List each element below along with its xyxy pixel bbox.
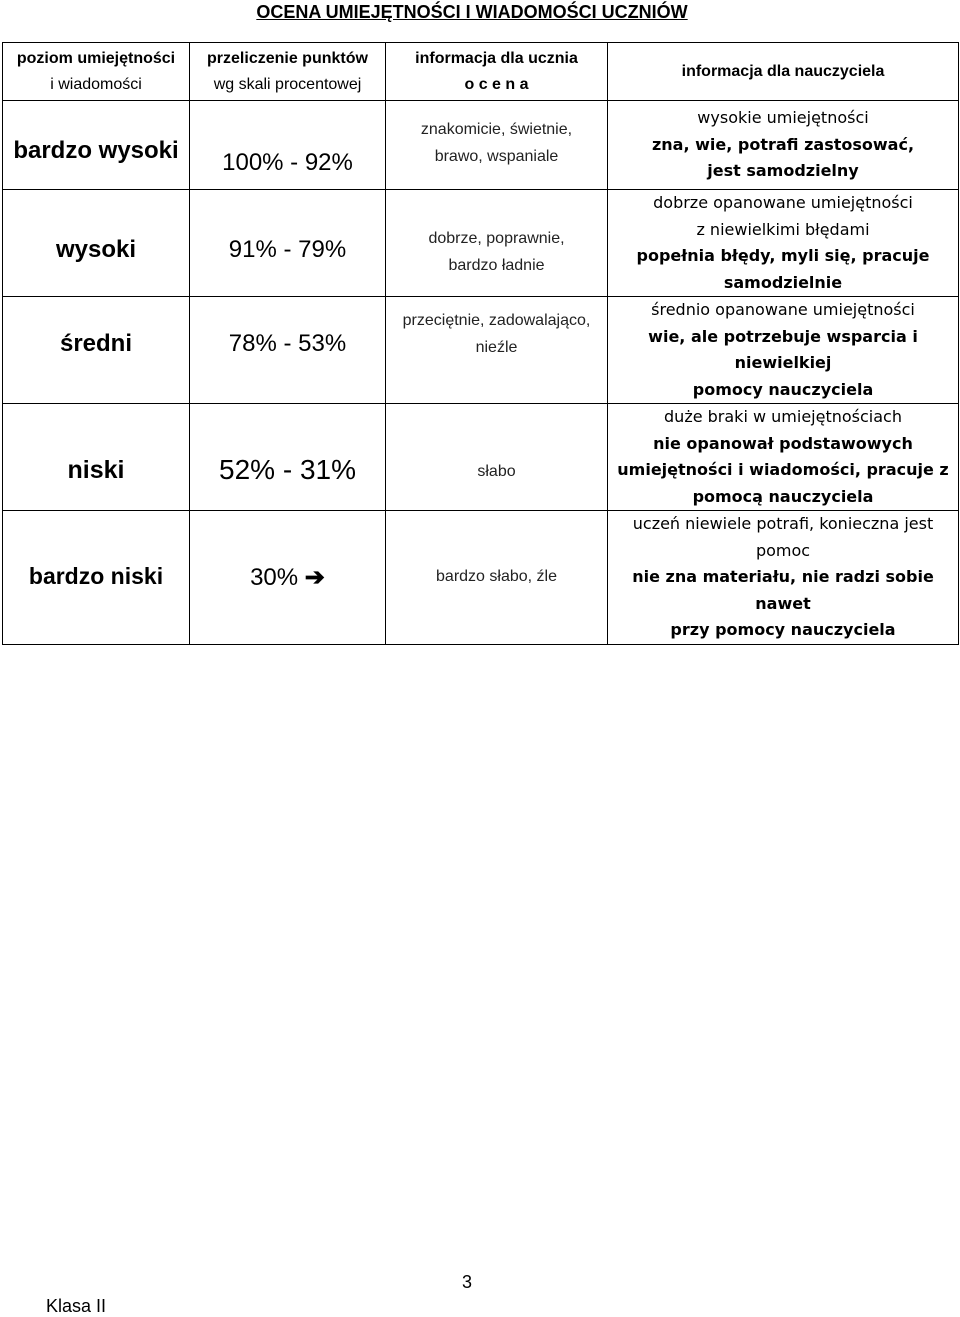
level-cell: bardzo niski [3,511,190,645]
grade-cell: znakomicie, świetnie, brawo, wspaniale [386,101,608,190]
percent-cell: 52% - 31% [190,404,386,511]
grade-cell: dobrze, poprawnie, bardzo ładnie [386,190,608,297]
document-title: OCENA UMIEJĘTNOŚCI I WIADOMOŚCI UCZNIÓW [256,2,688,22]
percent-cell [190,511,386,645]
header-teacher: informacja dla nauczyciela [608,43,959,101]
teacher-cell: wysokie umiejętności zna, wie, potrafi zastosować, jest samodzielny [608,101,959,190]
level-cell: wysoki [3,190,190,297]
percent-value: 30% [250,564,299,591]
percent-cell: 100% - 92% [190,101,386,190]
header-level: poziom umiejętności i wiadomości [3,43,190,101]
header-row [3,43,959,101]
teacher-cell: średnio opanowane umiejętności wie, ale potrzebuje wsparcia i niewielkiej pomocy nauczyciela [608,297,959,404]
level-cell: niski [3,404,190,511]
assessment-table [2,42,959,645]
percent-cell: 78% - 53% [190,297,386,404]
page-number: 3 [462,1272,473,1292]
header-grade: informacja dla ucznia o c e n a [386,43,608,101]
teacher-cell: uczeń niewiele potrafi, konieczna jest pomoc nie zna materiału, nie radzi sobie nawet przy pomocy nauczyciela [608,511,959,645]
table-row [3,297,959,404]
percent-cell: 91% - 79% [190,190,386,297]
header-percent: przeliczenie punktów wg skali procentowej [190,43,386,101]
table-row [3,101,959,190]
grade-cell: bardzo słabo, źle [386,511,608,645]
teacher-cell: duże braki w umiejętnościach nie opanował podstawowych umiejętności i wiadomości, pracuje z pomocą nauczyciela [608,404,959,511]
grade-cell: słabo [386,404,608,511]
level-cell: średni [3,297,190,404]
table-row [3,511,959,645]
grade-cell: przeciętnie, zadowalająco, nieźle [386,297,608,404]
table-row [3,404,959,511]
teacher-cell: dobrze opanowane umiejętności z niewielkimi błędami popełnia błędy, myli się, pracuje samodzielnie [608,190,959,297]
class-label: Klasa II [46,1296,107,1316]
arrow-right-icon: ➔ [304,564,325,591]
table-row [3,190,959,297]
level-cell: bardzo wysoki [3,101,190,190]
